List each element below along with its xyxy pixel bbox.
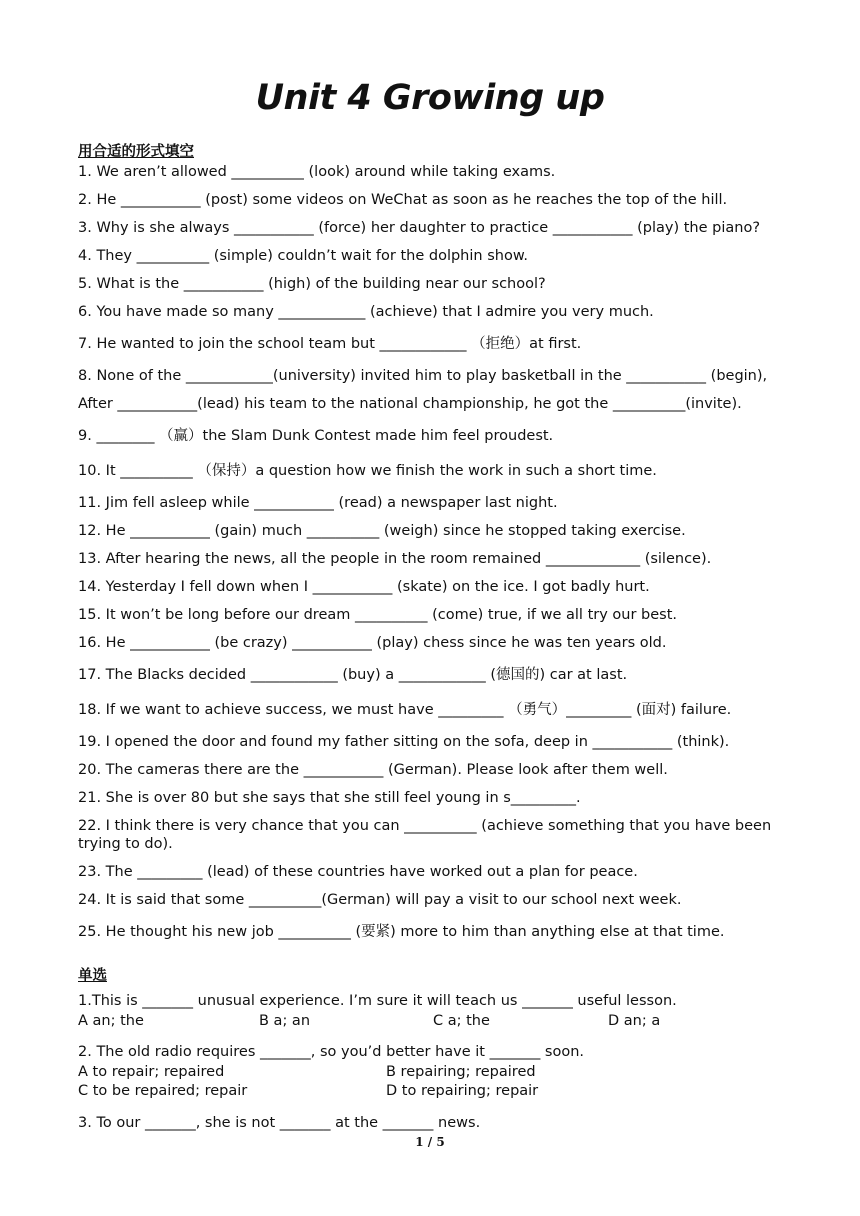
mc1-option-c: C a; the: [433, 1013, 490, 1029]
mc2-option-b: B repairing; repaired: [386, 1064, 536, 1080]
mc-question-2: 2. The old radio requires _______, so you’d better have it _______ soon.: [78, 1044, 585, 1060]
question-17: 17. The Blacks decided ____________ (buy) a ____________ (德国的) car at last.: [78, 667, 628, 683]
mc1-option-d: D an; a: [608, 1013, 661, 1029]
question-18: 18. If we want to achieve success, we must have _________ （勇气）_________ (面对) failure.: [78, 702, 732, 718]
question-7: 7. He wanted to join the school team but ____________ （拒绝）at first.: [78, 336, 582, 352]
question-6: 6. You have made so many ____________ (achieve) that I admire you very much.: [78, 304, 654, 320]
mc-question-1: 1.This is _______ unusual experience. I’m sure it will teach us _______ useful lesson.: [78, 993, 677, 1009]
question-5: 5. What is the ___________ (high) of the building near our school?: [78, 276, 546, 292]
question-25: 25. He thought his new job __________ (要紧) more to him than anything else at that time.: [78, 924, 725, 940]
question-21: 21. She is over 80 but she says that she still feel young in s_________.: [78, 790, 581, 806]
mc1-option-b: B a; an: [259, 1013, 311, 1029]
question-4: 4. They __________ (simple) couldn’t wait for the dolphin show.: [78, 248, 528, 264]
question-8-continued: After ___________(lead) his team to the national championship, he got the __________(invite).: [78, 396, 742, 412]
question-23: 23. The _________ (lead) of these countries have worked out a plan for peace.: [78, 864, 638, 880]
mc-question-3: 3. To our _______, she is not _______ at the _______ news.: [78, 1115, 481, 1131]
section-heading-multiple-choice: 单选: [78, 968, 107, 984]
question-22: 22. I think there is very chance that you can __________ (achieve something that you have been trying to do).: [78, 818, 772, 852]
section-heading-fill-in: 用合适的形式填空: [78, 144, 194, 160]
question-24: 24. It is said that some __________(German) will pay a visit to our school next week.: [78, 892, 682, 908]
mc2-option-c: C to be repaired; repair: [78, 1083, 248, 1099]
question-16: 16. He ___________ (be crazy) ___________ (play) chess since he was ten years old.: [78, 635, 667, 651]
question-13: 13. After hearing the news, all the people in the room remained _____________ (silence).: [78, 551, 712, 567]
question-10: 10. It __________ （保持）a question how we finish the work in such a short time.: [78, 463, 657, 479]
question-14: 14. Yesterday I fell down when I ___________ (skate) on the ice. I got badly hurt.: [78, 579, 650, 595]
mc2-option-a: A to repair; repaired: [78, 1064, 225, 1080]
question-1: 1. We aren’t allowed __________ (look) around while taking exams.: [78, 164, 556, 180]
question-12: 12. He ___________ (gain) much __________ (weigh) since he stopped taking exercise.: [78, 523, 686, 539]
question-3: 3. Why is she always ___________ (force) her daughter to practice ___________ (play) the piano?: [78, 220, 761, 236]
question-20: 20. The cameras there are the ___________ (German). Please look after them well.: [78, 762, 668, 778]
page-number: 1 / 5: [415, 1135, 445, 1149]
mc1-option-a: A an; the: [78, 1013, 144, 1029]
question-8: 8. None of the ____________(university) invited him to play basketball in the ___________ (begin),: [78, 368, 768, 384]
question-2: 2. He ___________ (post) some videos on WeChat as soon as he reaches the top of the hill.: [78, 192, 728, 208]
question-15: 15. It won’t be long before our dream __________ (come) true, if we all try our best.: [78, 607, 678, 623]
question-11: 11. Jim fell asleep while ___________ (read) a newspaper last night.: [78, 495, 558, 511]
page-title: Unit 4 Growing up: [255, 78, 605, 118]
question-9: 9. ________ （赢）the Slam Dunk Contest made him feel proudest.: [78, 428, 554, 444]
question-19: 19. I opened the door and found my father sitting on the sofa, deep in ___________ (think).: [78, 734, 730, 750]
mc2-option-d: D to repairing; repair: [386, 1083, 539, 1099]
